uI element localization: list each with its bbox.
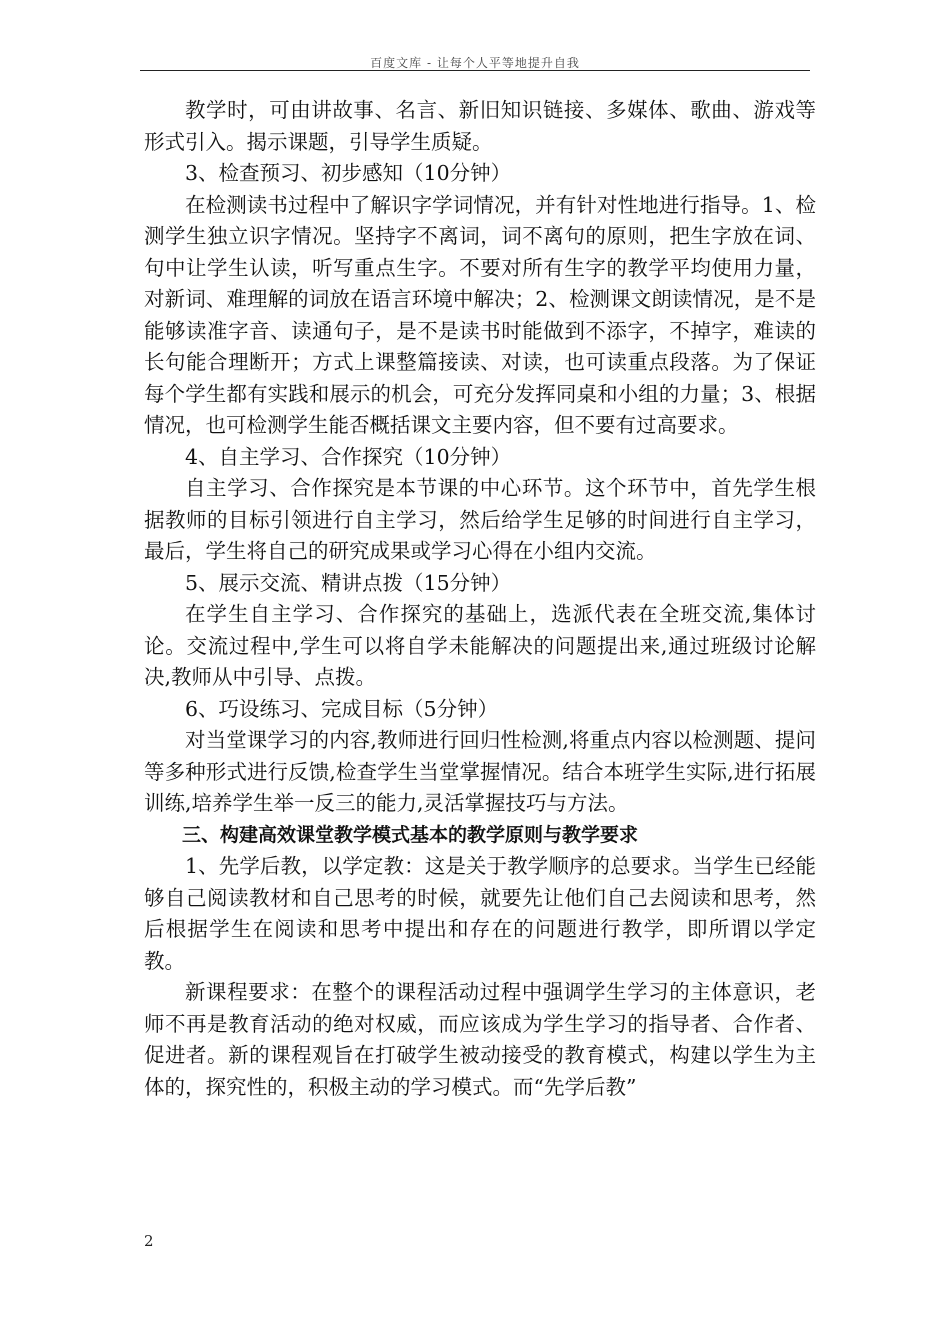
header-rule bbox=[140, 70, 810, 71]
paragraph: 4、自主学习、合作探究（10分钟） bbox=[185, 444, 512, 469]
page-number: 2 bbox=[144, 1232, 154, 1250]
document-body bbox=[144, 95, 816, 1103]
paragraph: 1、先学后教，以学定教：这是关于教学顺序的总要求。当学生已经能够自己阅读教材和自己思考的时候，就要先让他们自己去阅读和思考，然后根据学生在阅读和思考中提出和存在的问题进行教学，即所谓以学定教。 bbox=[144, 854, 816, 973]
paragraph: 教学时，可由讲故事、名言、新旧知识链接、多媒体、歌曲、游戏等形式引入。揭示课题，引导学生质疑。 bbox=[144, 98, 816, 154]
paragraph: 自主学习、合作探究是本节课的中心环节。这个环节中，首先学生根据教师的目标引领进行自主学习，然后给学生足够的时间进行自主学习，最后，学生将自己的研究成果或学习心得在小组内交流。 bbox=[144, 476, 816, 563]
paragraph: 在检测读书过程中了解识字学词情况，并有针对性地进行指导。1、检测学生独立识字情况。坚持字不离词，词不离句的原则，把生字放在词、句中让学生认读，听写重点生字。不要对所有生字的教学平均使用力量，对新词、难理解的词放在语言环境中解决；2、检测课文朗读情况，是不是能够读准字音、读通句子，是不是读书时能做到不添字，不掉字，难读的长句能合理断开；方式上课整篇接读、对读，也可读重点段落。为了保证每个学生都有实践和展示的机会，可充分发挥同桌和小组的力量；3、根据情况，也可检测学生能否概括课文主要内容，但不要有过高要求。 bbox=[144, 192, 816, 437]
section-heading: 三、构建高效课堂教学模式基本的教学原则与教学要求 bbox=[182, 823, 639, 846]
paragraph: 新课程要求：在整个的课程活动过程中强调学生学习的主体意识，老师不再是教育活动的绝对权威，而应该成为学生学习的指导者、合作者、促进者。新的课程观旨在打破学生被动接受的教育模式，构建以学生为主体的，探究性的，积极主动的学习模式。而“先学后教” bbox=[144, 980, 816, 1099]
paragraph: 6、巧设练习、完成目标（5分钟） bbox=[185, 696, 499, 721]
paragraph: 5、展示交流、精讲点拨（15分钟） bbox=[185, 570, 512, 595]
page-header: 百度文库 - 让每个人平等地提升自我 bbox=[370, 56, 580, 70]
paragraph: 3、检查预习、初步感知（10分钟） bbox=[185, 161, 512, 185]
paragraph: 对当堂课学习的内容,教师进行回归性检测,将重点内容以检测题、提问等多种形式进行反馈,检查学生当堂掌握情况。结合本班学生实际,进行拓展训练,培养学生举一反三的能力,灵活掌握技巧与方法。 bbox=[144, 728, 816, 815]
paragraph: 在学生自主学习、合作探究的基础上，选派代表在全班交流,集体讨论。交流过程中,学生可以将自学未能解决的问题提出来,通过班级讨论解决,教师从中引导、点拨。 bbox=[144, 602, 816, 689]
